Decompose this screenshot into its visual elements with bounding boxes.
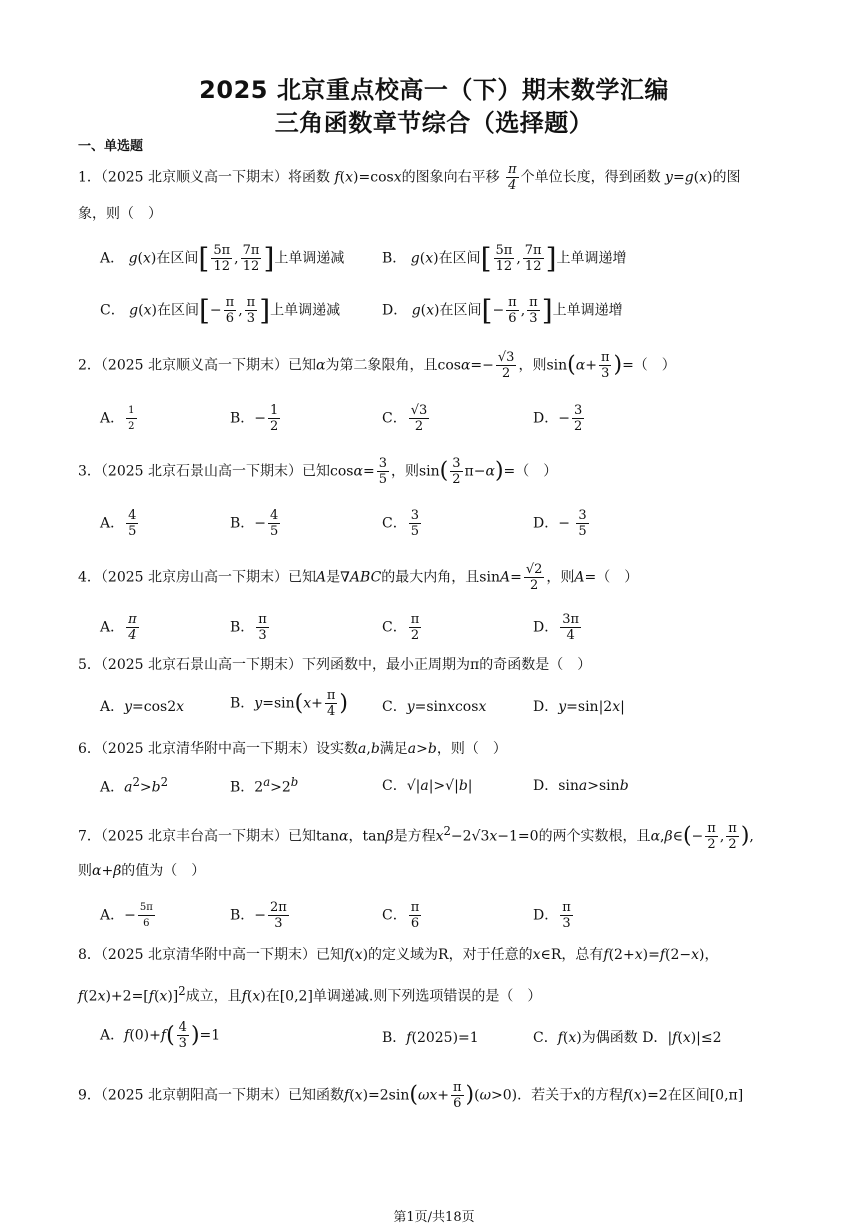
question-7: 7．（2025 北京丰台高一下期末）已知tanα，tanβ是方程$x^2-2√3x-1=0$的两个实数根，且α,β∈(− $\frac{\pi}{2}$ , $\frac{\pi}{2}$ ), [78, 821, 754, 853]
question-8-line-2: $f(2x)+2=[f(x)]^2$成立，且f(x)在[0,2]单调递减.则下列选项错误的是（ ） [78, 984, 542, 1005]
q4-option-d[interactable]: D． $\frac{3\pi}{4}$ [533, 612, 580, 643]
q7-option-c[interactable]: C． $\frac{\pi}{6}$ [382, 900, 420, 931]
q3-option-c[interactable]: C． $\frac{3}{5}$ [382, 508, 419, 539]
q1-option-c[interactable]: C． g(x)在区间[− $\frac{\pi}{6}$ , $\frac{\pi}{3}$ ]上单调递减 [100, 294, 341, 327]
question-1: 1．（2025 北京顺义高一下期末）将函数 f(x)=cosx的图象向右平移 $\frac{\pi}{4}$ 个单位长度，得到函数 y=g(x)的图 [78, 162, 741, 193]
q5-option-c[interactable]: C．y=sinxcosx [382, 699, 487, 715]
title-line-2: 三角函数章节综合（选择题） [274, 109, 594, 137]
q8-option-b[interactable]: B．f(2025)=1 [382, 1030, 479, 1046]
q6-option-a[interactable]: A．$a^2>b^2$ [100, 775, 169, 796]
q5-option-a[interactable]: A．y=cos2x [100, 699, 185, 715]
question-8: 8．（2025 北京清华附中高一下期末）已知f(x)的定义域为R，对于任意的x∈R，总有f(2+x)=f(2−x)， [78, 947, 719, 963]
q5-option-b[interactable]: B．y=sin(x+ $\frac{\pi}{4}$ ) [230, 688, 349, 719]
q5-option-d[interactable]: D．y=sin|2x| [533, 699, 625, 715]
q6-option-b[interactable]: B．$2^a>2^b$ [230, 775, 299, 796]
q3-option-b[interactable]: B．− $\frac{4}{5}$ [230, 508, 279, 539]
q4-option-b[interactable]: B． $\frac{\pi}{3}$ [230, 612, 267, 643]
q2-option-a[interactable]: A． $\frac{1}{2}$ [100, 405, 135, 432]
question-6: 6．（2025 北京清华附中高一下期末）设实数a,b满足a>b，则（ ） [78, 741, 507, 757]
q3-option-d[interactable]: D．− $\frac{3}{5}$ [533, 508, 587, 539]
q8-option-c-d[interactable]: C．f(x)为偶函数 D．|f(x)|≤2 [533, 1030, 722, 1046]
q8-option-a[interactable]: A．f(0)+f( $\frac{4}{3}$ )=1 [100, 1020, 221, 1051]
q3-option-a[interactable]: A． $\frac{4}{5}$ [100, 508, 137, 539]
q4-option-c[interactable]: C． $\frac{\pi}{2}$ [382, 612, 420, 643]
q6-option-d[interactable]: D．sina>sinb [533, 778, 629, 794]
q1-option-a[interactable]: A． g(x)在区间[ $\frac{5\pi}{12}$ , $\frac{7\pi}{12}$ ]上单调递减 [100, 242, 345, 275]
q6-option-c[interactable]: C．√|a|>√|b| [382, 778, 473, 794]
q2-option-b[interactable]: B．− $\frac{1}{2}$ [230, 403, 279, 434]
question-9: 9．（2025 北京朝阳高一下期末）已知函数f(x)=2sin(ωx+ $\frac{\pi}{6}$ )(ω>0)．若关于x的方程f(x)=2在区间[0,π] [78, 1080, 744, 1111]
q7-option-b[interactable]: B．− $\frac{2\pi}{3}$ [230, 900, 287, 931]
question-2: 2．（2025 北京顺义高一下期末）已知α为第二象限角，且cosα=− $\frac{√3}{2}$ ，则sin(α+ $\frac{\pi}{3}$ )=（ ） [78, 350, 676, 381]
question-5: 5．（2025 北京石景山高一下期末）下列函数中，最小正周期为π的奇函数是（ ） [78, 657, 592, 673]
question-1-line-2: 象，则（ ） [78, 206, 162, 222]
q1-option-d[interactable]: D． g(x)在区间[− $\frac{\pi}{6}$ , $\frac{\pi}{3}$ ]上单调递增 [382, 294, 623, 327]
question-4: 4．（2025 北京房山高一下期末）已知A是∇ABC的最大内角，且sinA= $\frac{√2}{2}$ ，则A=（ ） [78, 562, 639, 593]
question-7-line-2: 则α+β的值为（ ） [78, 863, 206, 879]
page-footer: 第1页/共18页 [393, 1210, 475, 1225]
q7-option-a[interactable]: A．− $\frac{5\pi}{6}$ [100, 902, 153, 929]
q2-option-c[interactable]: C． $\frac{√3}{2}$ [382, 403, 428, 434]
q2-option-d[interactable]: D．− $\frac{3}{2}$ [533, 403, 583, 434]
q1-option-b[interactable]: B． g(x)在区间[ $\frac{5\pi}{12}$ , $\frac{7\pi}{12}$ ]上单调递增 [382, 242, 627, 275]
question-3: 3．（2025 北京石景山高一下期末）已知cosα= $\frac{3}{5}$ ，则sin( $\frac{3}{2}$ π−α)=（ ） [78, 456, 558, 487]
q4-option-a[interactable]: A． $\frac{\pi}{4}$ [100, 612, 137, 643]
section-heading: 一、单选题 [78, 139, 144, 154]
title-line-1: 2025 北京重点校高一（下）期末数学汇编 [199, 76, 669, 104]
q7-option-d[interactable]: D． $\frac{\pi}{3}$ [533, 900, 571, 931]
